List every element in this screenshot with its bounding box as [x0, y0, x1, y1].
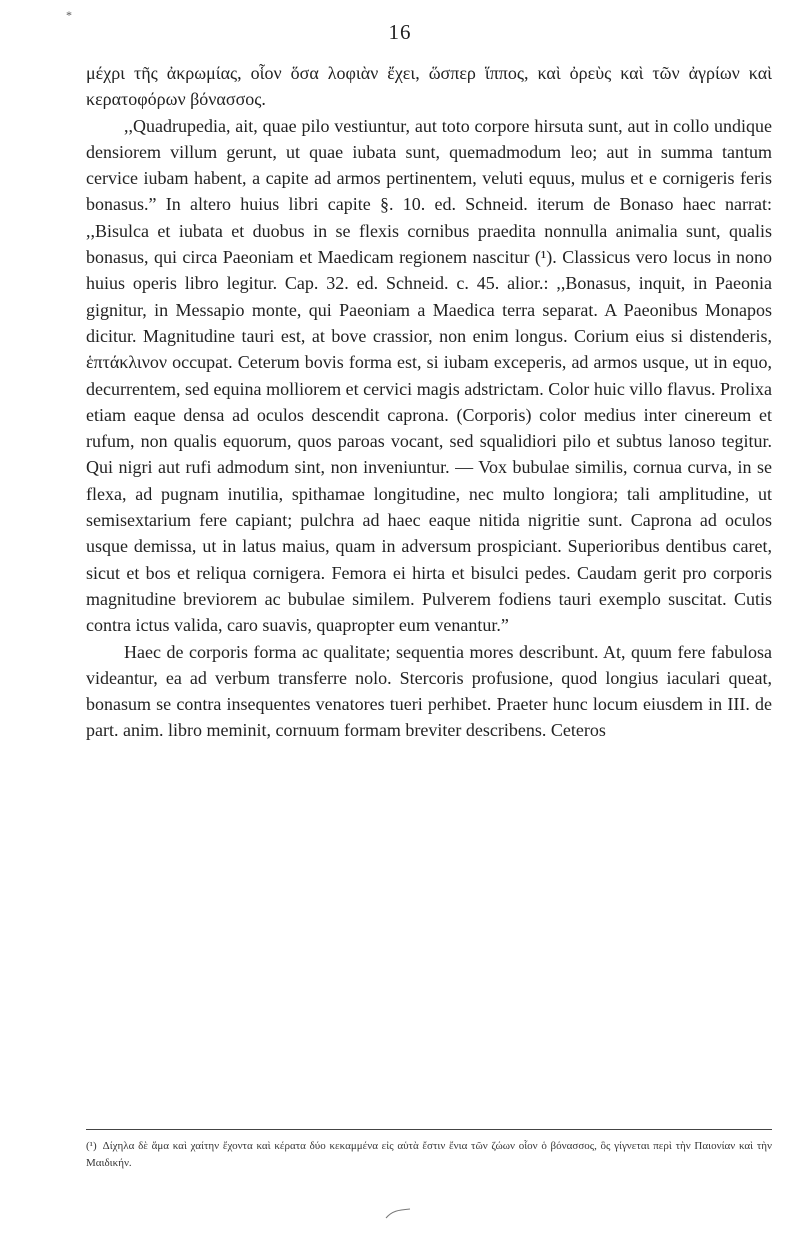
- paragraph-greek-continuation: μέχρι τῆς ἀκρωμίας, οἷον ὅσα λοφιὰν ἔχει, ὥσπερ ἵππος, καὶ ὀρεὺς καὶ τῶν ἀγρίων καὶ κερατοφόρων βόνασσος.: [86, 63, 772, 110]
- footnote-divider: [86, 1129, 772, 1130]
- footnote: [86, 1138, 772, 1172]
- footnote-text: Δίχηλα δὲ ἅμα καὶ χαίτην ἔχοντα καὶ κέρατα δύο κεκαμμένα εἰς αὑτὰ ἔστιν ἔνια τῶν ζώων οἷον ὁ βόνασσος, ὃς γίγνεται περὶ τὴν Παιονίαν καὶ τὴν Μαιδικήν.: [86, 1140, 772, 1169]
- footnote-number: (¹): [86, 1140, 97, 1152]
- paragraph-quadrupedia: ,,Quadrupedia, ait, quae pilo vestiuntur, aut toto corpore hirsuta sunt, aut in collo undique densiorem villum gerunt, ut quae iubata sunt, quemadmodum leo; aut in summa tantum cervice iubam habent, a capite ad armos pertinentem, veluti equus, mulus et e cornigeris feris bonasus.” In altero huius libri capite §. 10. ed. Schneid. iterum de Bonaso haec narrat: ,,Bisulca et iubata et duobus in se flexis cornibus praedita nonnulla animalia sunt, qualis bonasus, qui circa Paeoniam et Maedicam regionem nascitur (¹). Classicus vero locus in nono huius operis libro legitur. Cap. 32. ed. Schneid. c. 45. alior.: ,,Bonasus, inquit, in Paeonia gignitur, in Messapio monte, qui Paeoniam a Maedica terra separat. A Paeonibus Monapos dicitur. Magnitudine tauri est, at bove crassior, non enim longus. Corium eius si distenderis, ἑπτάκλινον occupat. Ceterum bovis forma est, si iubam exceperis, ad armos usque, ut in equo, decurrentem, sed equina molliorem et cervici magis adstrictam. Color huic villo flavus. Prolixa etiam eaque densa ad oculos descendit caprona. (Corporis) color medius inter cinereum et rufum, non qualis equorum, quos paroas vocant, sed squalidiori pilo et subtus lanoso tegitur. Qui nigri aut rufi admodum sint, non inveniuntur. — Vox bubulae similis, cornua curva, in se flexa, ad pugnam inutilia, spithamae longitudine, nec multo longiora; tali amplitudine, ut semisextarium fere capiant; pulchra ad haec eaque nitida nigritie sunt. Caprona ad oculos usque demissa, ut in latus maius, quam in adversum prospiciant. Superioribus dentibus caret, sicut et bos et reliqua cornigera. Femora ei hirta et bisulci pedes. Caudam gerit pro corporis magnitudine breviorem ac bubulae similem. Pulverem fodiens tauri exemplo suscitat. Cutis contra ictus valida, caro suavis, quapropter eum venantur.”: [86, 115, 772, 636]
- paragraph-mores: Haec de corporis forma ac qualitate; sequentia mores describunt. At, quum fere fabulosa videantur, ea ad verbum transferre nolo. Stercoris profusione, quod longius iaculari queat, bonasum se contra insequentes venatores tueri perhibet. Praeter hunc locum eiusdem in III. de part. anim. libro meminit, cornuum formam breviter describens. Ceteros: [86, 641, 772, 741]
- ink-mark-icon: [384, 1207, 414, 1221]
- corner-mark: *: [66, 8, 72, 22]
- main-text: [86, 60, 772, 744]
- page-number: 16: [388, 20, 412, 44]
